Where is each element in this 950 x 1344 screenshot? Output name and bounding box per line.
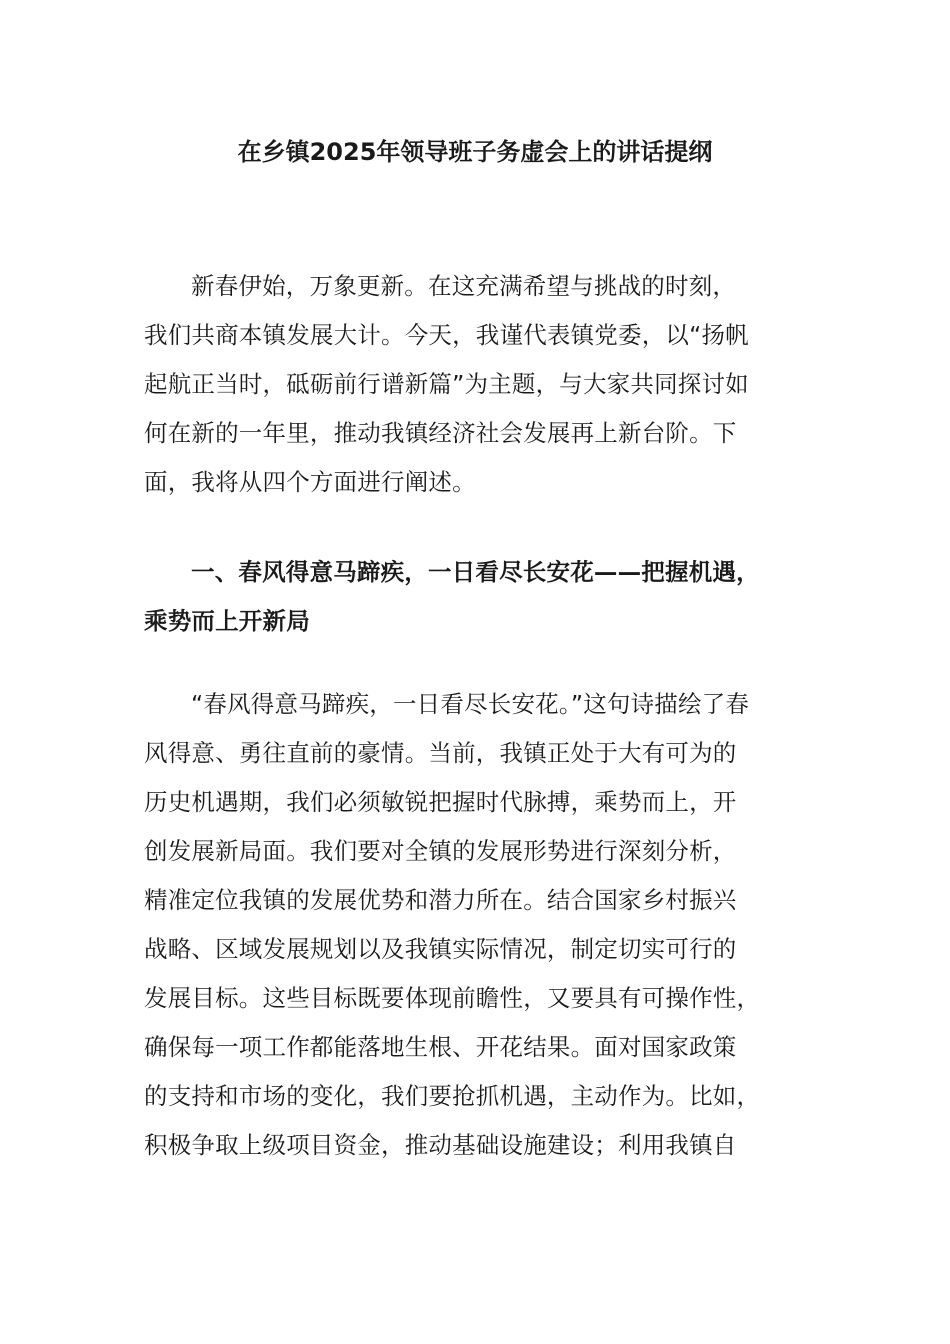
section-paragraph	[144, 680, 806, 1170]
intro-line: 新春伊始，万象更新。在这充满希望与挑战的时刻，	[191, 272, 737, 300]
intro-line: 我们共商本镇发展大计。今天，我谨代表镇党委，以“扬帆	[144, 321, 749, 349]
section-body-line: 风得意、勇往直前的豪情。当前，我镇正处于大有可为的	[144, 739, 737, 767]
section-body-line: 的支持和市场的变化，我们要抢抓机遇，主动作为。比如，	[144, 1082, 761, 1110]
section-heading-line: 一、春风得意马蹄疾，一日看尽长安花——把握机遇，	[191, 558, 760, 586]
intro-line: 起航正当时，砥砺前行谱新篇”为主题，与大家共同探讨如	[144, 370, 749, 398]
section-body-line: 历史机遇期，我们必须敏锐把握时代脉搏，乘势而上，开	[144, 788, 737, 816]
section-body-line: 积极争取上级项目资金，推动基础设施建设；利用我镇自	[144, 1131, 737, 1159]
section-heading-line: 乘势而上开新局	[144, 607, 310, 635]
section-body-line: 精准定位我镇的发展优势和潜力所在。结合国家乡村振兴	[144, 886, 737, 914]
document-title: 在乡镇2025年领导班子务虚会上的讲话提纲	[237, 138, 713, 166]
section-body-line: “春风得意马蹄疾，一日看尽长安花。”这句诗描绘了春	[191, 690, 750, 718]
intro-paragraph	[144, 262, 806, 507]
section-body-line: 战略、区域发展规划以及我镇实际情况，制定切实可行的	[144, 935, 737, 963]
intro-line: 面，我将从四个方面进行阐述。	[144, 468, 476, 496]
section-heading	[144, 548, 806, 646]
section-body-line: 创发展新局面。我们要对全镇的发展形势进行深刻分析，	[144, 837, 737, 865]
section-body-line: 发展目标。这些目标既要体现前瞻性，又要具有可操作性，	[144, 984, 761, 1012]
section-body-line: 确保每一项工作都能落地生根、开花结果。面对国家政策	[144, 1033, 737, 1061]
intro-line: 何在新的一年里，推动我镇经济社会发展再上新台阶。下	[144, 419, 737, 447]
